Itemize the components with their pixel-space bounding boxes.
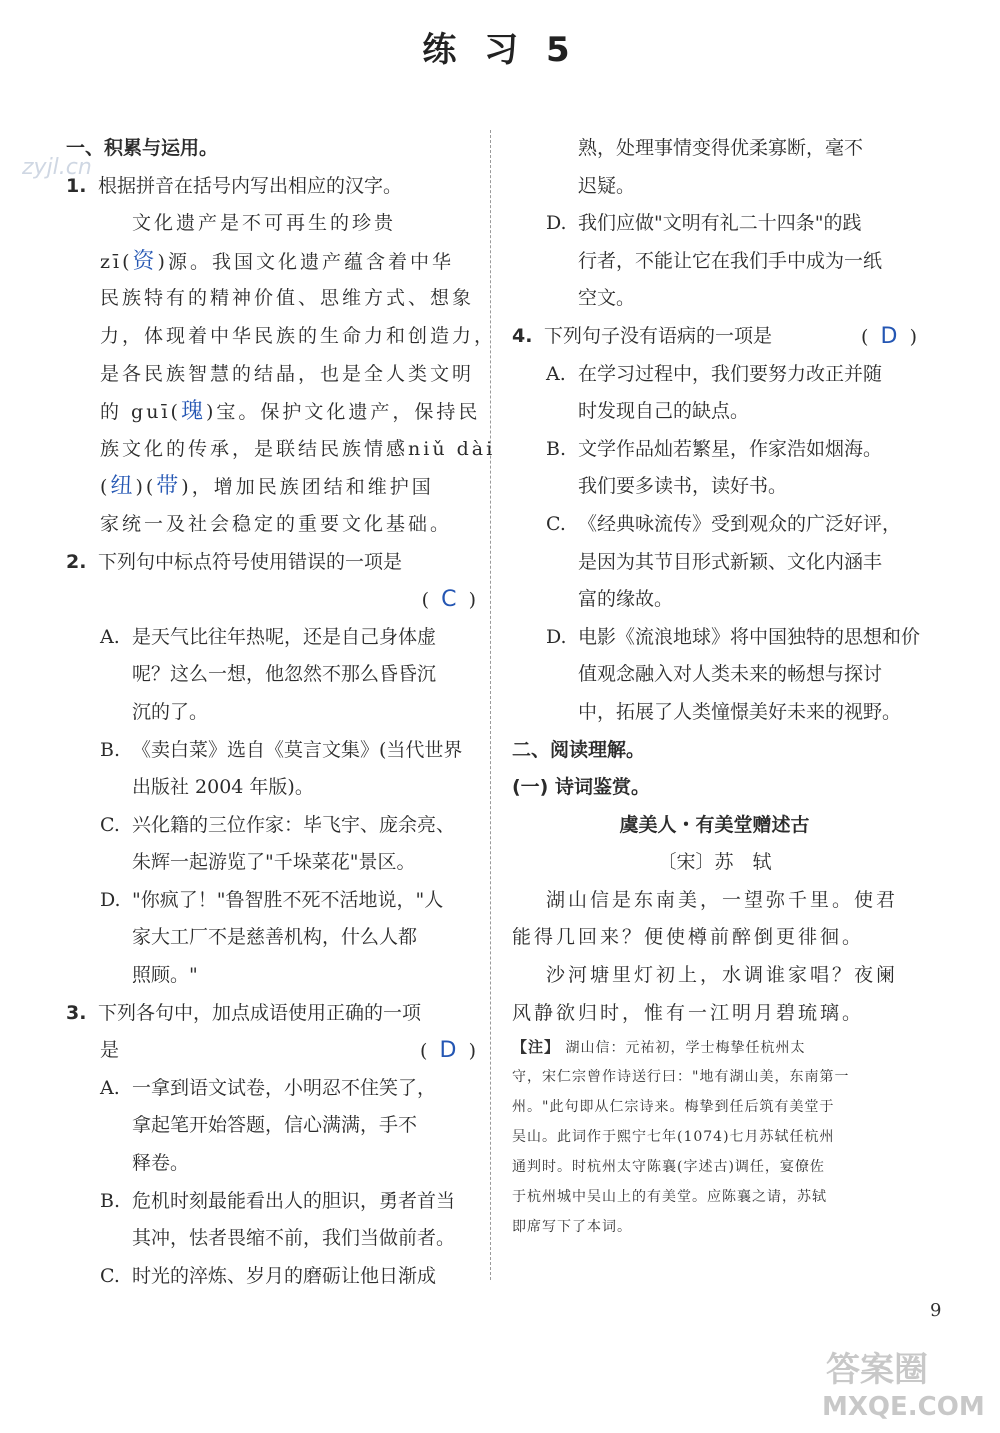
q2-answer-line	[66, 581, 476, 619]
q2-option-b	[66, 732, 476, 770]
q1-line-text: 宝。保护文化遗产，保持民	[216, 401, 481, 424]
q1-gui-close: )	[205, 401, 217, 424]
option-text: 是天气比往年热呢，还是自己身体虚	[132, 625, 437, 648]
note-tag: 【注】	[512, 1038, 561, 1057]
q1-line: 是各民族智慧的结晶，也是全人类文明	[100, 362, 475, 385]
q2-option-c	[66, 807, 476, 845]
q2-answer: C	[441, 587, 457, 613]
q1-mid: )(	[135, 476, 157, 499]
q3-option-d-cont: 空文。	[578, 287, 636, 310]
q4-answer: D	[880, 323, 898, 349]
q4-stem: 下列句子没有语病的一项是	[544, 324, 773, 347]
q1-line-text: 源。我国文化遗产蕴含着中华	[167, 250, 454, 273]
q1-niu-answer: 纽	[110, 474, 136, 500]
q4-option-d-cont: 中，拓展了人类憧憬美好未来的视野。	[578, 700, 902, 723]
q3-option-c-cont: 熟，处理事情变得优柔寡断，毫不	[578, 137, 864, 159]
note-line: 于杭州城中吴山上的有美堂。应陈襄之请，苏轼	[512, 1189, 827, 1206]
option-text: 兴化籍的三位作家：毕飞宇、庞余亮、	[132, 813, 456, 836]
bracket-open: (	[861, 325, 869, 348]
q1-line	[66, 431, 496, 469]
q3-option-b	[66, 1183, 476, 1221]
q2-option-c-cont: 朱辉一起游览了"千垛菜花"景区。	[132, 851, 416, 874]
option-text: 《卖白菜》选自《莫言文集》(当代世界	[132, 738, 463, 761]
option-text: 在学习过程中，我们要努力改正并随	[578, 362, 883, 385]
poem-title: 虞美人・有美堂赠述古	[619, 813, 810, 836]
section2-heading: 二、阅读理解。	[512, 738, 646, 761]
q3-stem-line2	[66, 1032, 476, 1070]
q4-option-d-cont: 值观念融入对人类未来的畅想与探讨	[578, 663, 883, 686]
page-title: 练 习 5	[422, 30, 578, 70]
q1-niu-open: (	[100, 476, 111, 499]
watermark-url: MXQE.COM	[822, 1392, 985, 1422]
bracket-close: )	[468, 1040, 476, 1063]
bracket-close: )	[909, 325, 917, 348]
q4-option-b	[512, 431, 917, 469]
option-label: A.	[100, 1076, 120, 1099]
column-divider	[490, 130, 491, 1280]
q1-gui-answer: 瑰	[180, 399, 206, 425]
q1-line	[66, 468, 476, 506]
poem-line: 能得几回来？便使樽前醉倒更徘徊。	[512, 926, 865, 949]
q1-niudai-pinyin: niǔ dài	[408, 437, 496, 460]
option-label: C.	[100, 813, 120, 836]
q1-dai-close: )，	[181, 476, 214, 499]
note-text: 湖山信：元祐初，学士梅挚任杭州太	[565, 1040, 806, 1057]
q4-option-d	[512, 619, 921, 657]
q4-option-a	[512, 356, 917, 394]
q2-stem: 下列句中标点符号使用错误的一项是	[98, 550, 403, 573]
section1-heading: 一、积累与运用。	[66, 137, 219, 159]
q1-line: 民族特有的精神价值、思维方式、想象	[100, 287, 475, 310]
q2-option-a-cont: 呢？这么一想，他忽然不那么昏昏沉	[132, 663, 437, 686]
q3-option-c-cont: 迟疑。	[578, 174, 636, 197]
q1-dai-answer: 带	[156, 474, 182, 500]
left-column	[66, 130, 497, 1295]
option-label: C.	[100, 1264, 120, 1287]
q3-stem-cont: 是	[100, 1039, 120, 1062]
q3-option-d-cont: 行者，不能让它在我们手中成为一纸	[578, 249, 883, 272]
q4-answer-bracket	[861, 318, 917, 357]
note-line: 州。"此句即从仁宗诗来。梅挚到任后筑有美堂于	[512, 1099, 835, 1116]
q2-answer-bracket	[422, 581, 476, 620]
q4-option-a-cont: 时发现自己的缺点。	[578, 400, 750, 423]
q1-zi-answer: 资	[132, 248, 158, 274]
option-text: 《经典咏流传》受到观众的广泛好评，	[578, 512, 902, 535]
option-label: B.	[100, 1189, 121, 1212]
q3-stem-line	[66, 995, 476, 1033]
option-text: 我们应做"文明有礼二十四条"的践	[578, 212, 862, 235]
q2-option-d	[66, 882, 476, 920]
q1-line	[66, 243, 476, 281]
q4-option-b-cont: 我们要多读书，读好书。	[578, 475, 788, 498]
poem-line: 风静欲归时，惟有一江明月碧琉璃。	[512, 1001, 865, 1024]
option-text: 危机时刻最能看出人的胆识，勇者首当	[132, 1189, 456, 1212]
poem-line: 沙河塘里灯初上，水调谁家唱？夜阑	[546, 964, 899, 987]
option-label: A.	[100, 625, 120, 648]
q2-option-b-cont: 出版社 2004 年版)。	[132, 776, 314, 799]
q3-option-d	[512, 205, 917, 243]
q2-stem-line	[66, 544, 476, 582]
bracket-open: (	[420, 1040, 428, 1063]
q3-stem: 下列各句中，加点成语使用正确的一项	[98, 1001, 422, 1024]
note-line: 即席写下了本词。	[512, 1219, 632, 1236]
option-text: "你疯了！"鲁智胜不死不活地说，"人	[132, 888, 444, 911]
option-text: 文学作品灿若繁星，作家浩如烟海。	[578, 437, 883, 460]
note-line: 吴山。此词作于熙宁七年(1074)七月苏轼任杭州	[512, 1129, 835, 1146]
option-label: D.	[100, 888, 121, 911]
q2-option-a-cont: 沉的了。	[132, 700, 209, 723]
q4-option-c-cont: 是因为其节目形式新颖、文化内涵丰	[578, 550, 883, 573]
q4-option-c	[512, 506, 917, 544]
bracket-open: (	[421, 589, 430, 612]
page-number: 9	[930, 1300, 942, 1321]
sub1-heading: (一) 诗词鉴赏。	[512, 776, 650, 799]
q1-line-text: 增加民族团结和维护国	[213, 476, 434, 499]
option-text: 时光的淬炼、岁月的磨砺让他日渐成	[132, 1264, 437, 1287]
q1-line: 文化遗产是不可再生的珍贵	[132, 212, 397, 235]
q3-answer: D	[439, 1038, 457, 1064]
option-label: C.	[546, 512, 566, 535]
option-label: D.	[546, 212, 567, 235]
option-text: 电影《流浪地球》将中国独特的思想和价	[578, 625, 921, 648]
bracket-close: )	[468, 589, 476, 612]
q1-zi-pinyin: zī(	[100, 250, 133, 273]
option-text: 一拿到语文试卷，小明忍不住笑了，	[132, 1076, 437, 1099]
q1-number: 1.	[66, 174, 87, 197]
q3-option-a-cont: 释卷。	[132, 1152, 190, 1175]
right-column	[512, 130, 921, 1242]
option-label: A.	[546, 362, 566, 385]
q1-stem-line	[66, 168, 476, 206]
q3-option-b-cont: 其冲，怯者畏缩不前，我们当做前者。	[132, 1227, 456, 1250]
watermark-topleft: zyjl.cn	[22, 155, 92, 180]
q1-zi-close: )	[157, 250, 168, 273]
watermark-logo: 答案圈	[826, 1350, 928, 1390]
note-line: 守，宋仁宗曾作诗送行曰："地有湖山美，东南第一	[512, 1069, 850, 1086]
q1-line-text: 族文化的传承，是联结民族情感	[100, 437, 409, 460]
q3-answer-bracket	[420, 1032, 476, 1071]
poem-line: 湖山信是东南美，一望弥千里。使君	[546, 888, 899, 911]
q3-option-a	[66, 1070, 476, 1108]
option-label: D.	[546, 625, 567, 648]
note-line	[512, 1032, 917, 1062]
q1-line	[66, 393, 481, 431]
q2-option-d-cont: 照顾。"	[132, 964, 198, 987]
option-label: B.	[100, 738, 121, 761]
q1-line: 家统一及社会稳定的重要文化基础。	[100, 512, 453, 535]
option-label: B.	[546, 437, 567, 460]
q2-option-d-cont: 家大工厂不是慈善机构，什么人都	[132, 926, 418, 949]
q4-number: 4.	[512, 324, 533, 347]
q4-option-c-cont: 富的缘故。	[578, 588, 674, 611]
q1-line: 力，体现着中华民族的生命力和创造力，	[100, 324, 497, 347]
note-line: 通判时。时杭州太守陈襄(字述古)调任，宴僚佐	[512, 1159, 825, 1176]
poem-author: 〔宋〕苏 轼	[657, 851, 772, 874]
q2-number: 2.	[66, 550, 87, 573]
q1-gui-pinyin: 的 guī(	[100, 401, 181, 424]
q4-stem-line	[512, 318, 917, 356]
q3-option-c	[66, 1258, 476, 1296]
q1-stem: 根据拼音在括号内写出相应的汉字。	[98, 174, 403, 197]
q3-option-a-cont: 拿起笔开始答题，信心满满，手不	[132, 1114, 418, 1137]
q3-number: 3.	[66, 1001, 87, 1024]
q2-option-a	[66, 619, 476, 657]
